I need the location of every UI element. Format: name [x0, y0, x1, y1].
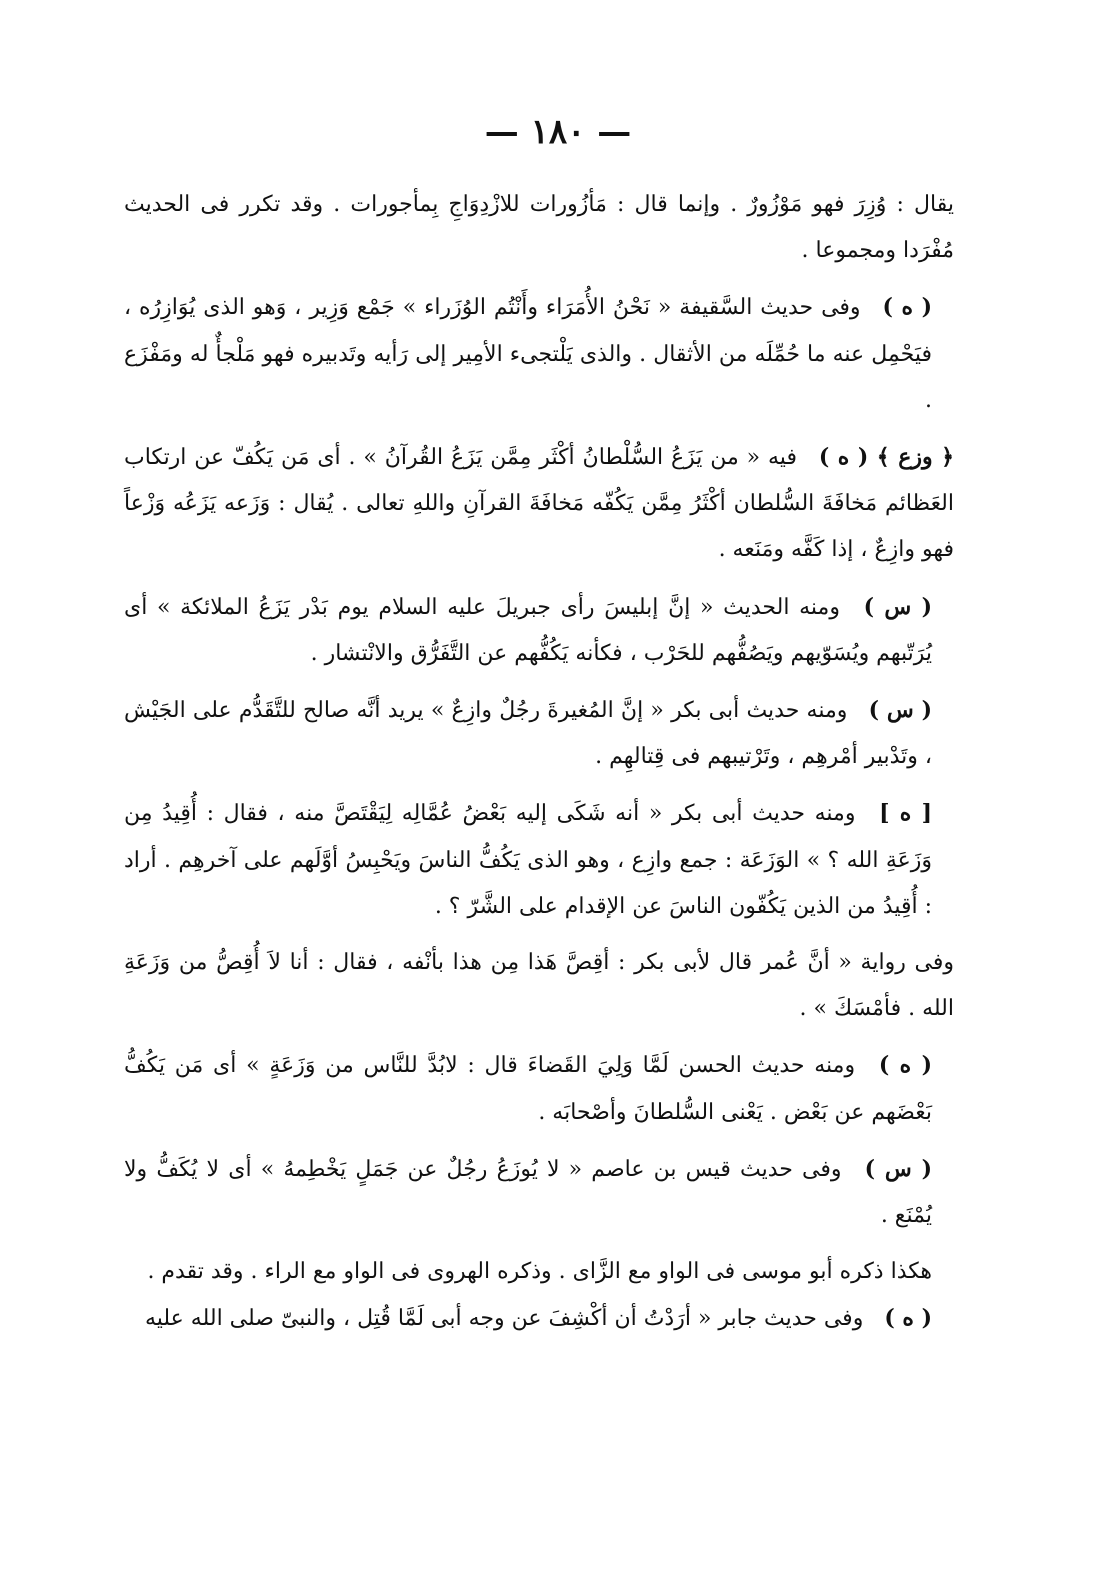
paragraph [124, 1146, 954, 1239]
paragraph [124, 182, 954, 274]
source-tag: ( ه ) [882, 294, 932, 321]
paragraph [124, 584, 954, 677]
paragraph-text: يقال : وُزِرَ فهو مَوْزُورٌ . وإنما قال : مَأزُورات للازْدِوَاجِ بِمأجورات . وقد تكرر فى الحديث مُفْرَدا ومجموعا . [124, 192, 954, 264]
source-tag: ( س ) [863, 593, 933, 620]
source-tag: [ ه ] [879, 800, 932, 827]
text-body [124, 182, 954, 1343]
paragraph-text: وفى حديث جابر « أرَدْتُ أن أكْشِفَ عن وجه أبى لَمَّا قُتِل ، والنبىّ صلى الله عليه [144, 1306, 864, 1332]
paragraph [124, 687, 954, 780]
paragraph-text: ومنه الحديث « إنَّ إبليسَ رأى جبريلَ عليه السلام يوم بَدْر يَزَعُ الملائكة » أى يُرَتّبهم ويُسَوّيهم ويَصُفُّهم للحَرْب ، فكأنه يَكُفُّهم عن التَّفَرُّق والانْتشار . [124, 594, 932, 666]
paragraph-text: ومنه حديث أبى بكر « إنَّ المُغيرةَ رجُلٌ وازِعٌ » يريد أنَّه صالح للتَّقَدُّم على الجَيْش ، وتَدْبير أمْرهِم ، وتَرْتيبهم فى قِتالهِم . [124, 698, 932, 770]
paragraph [124, 284, 954, 424]
paragraph-text: وفى حديث قيس بن عاصم « لا يُوزَعُ رجُلٌ عن جَمَلٍ يَخْطِمهُ » أى لا يُكَفُّ ولا يُمْنَع . [124, 1156, 932, 1229]
paragraph-text: وفى حديث السَّقيفة « نَحْنُ الأُمَرَاء وأَنْتُم الوُزَراء » جَمْع وَزِير ، وَهو الذى يُوَازِرُه ، فيَحْمِل عنه ما حُمِّلَه من الأثقال . والذى يَلْتجىء الأمِير إلى رَأيه وتَدبيره فهو مَلْجأٌ له ومَفْزَع . [124, 295, 932, 413]
paragraph-text: ومنه حديث الحسن لَمَّا وَلِيَ القَضاءَ قال : لابُدَّ للنَّاس من وَزَعَةٍ » أى مَن يَكُفُّ بَعْضَهم عن بَعْض . يَعْنى السُّلطانَ وأصْحابَه . [124, 1053, 932, 1125]
source-tag: ( ه ) [884, 1305, 932, 1332]
paragraph-text: فيه « من يَزَعُ السُّلْطانُ أكْثَر مِمَّن يَزَعُ القُرآنُ » . أى مَن يَكُفّ عن ارتكاب العَظائم مَخافَةَ السُّلطان أكْثَرُ مِمَّن يَكُفّه مَخافَةَ القرآنِ واللهِ تعالى . يُقال : وَزَعه يَزَعُه وَزْعاً فهو وازِعٌ ، إذا كَفَّه ومَنَعه . [124, 445, 954, 563]
source-tag: ( س ) [868, 697, 932, 724]
source-tag: ( س ) [864, 1155, 932, 1182]
source-tag: ( ه ) [878, 1052, 933, 1079]
paragraph [124, 940, 954, 1032]
page-number: — ١٨٠ — [484, 112, 632, 152]
paragraph [124, 1042, 954, 1135]
paragraph-text: ومنه حديث أبى بكر « أنه شَكَى إليه بَعْضُ عُمَّالِه لِيَقْتَصَّ منه ، فقال : أُقِيدُ مِن وَزَعَةِ الله ؟ » الوَزَعَة : جمع وازِع ، وهو الذى يَكُفُّ الناسَ ويَحْبِسُ أوَّلَهم على آخرهِم . أراد : أُقِيدُ من الذين يَكُفّون الناسَ عن الإقدام على الشَّرّ ؟ . [124, 801, 932, 919]
paragraph [124, 434, 954, 574]
entry-heading: ﴿ وزع ﴾ ( ه ) [818, 444, 955, 471]
paragraph [124, 790, 954, 930]
paragraph-text: وفى رواية « أنَّ عُمر قال لأبى بكر : أقِصَّ هَذا مِن هذا بأنْفه ، فقال : أنا لاَ أُقِصُّ من وَزَعَةِ الله . فأمْسَكَ » . [124, 950, 954, 1022]
paragraph [124, 1295, 954, 1342]
paragraph [124, 1249, 954, 1295]
paragraph-text: هكذا ذكره أبو موسى فى الواو مع الزَّاى . وذكره الهروى فى الواو مع الراء . وقد تقدم . [147, 1259, 932, 1285]
